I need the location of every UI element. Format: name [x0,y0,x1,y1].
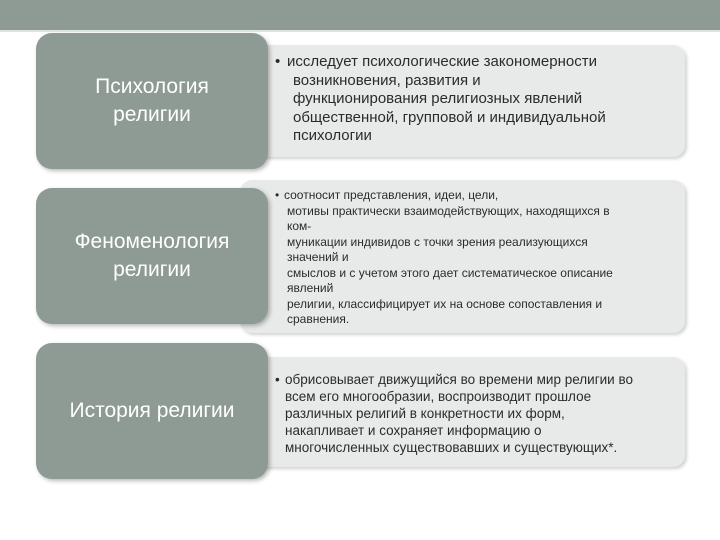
description-text [275,53,680,146]
top-band [0,0,720,30]
term-label-box [36,343,268,479]
term-label-box [36,33,268,169]
description-line: религии, классифицирует их на основе сопоставления и [287,296,603,311]
term-label: Психология религии [95,75,209,126]
description-line: накапливает и сохраняет информацию о [285,423,542,438]
description-line: всем его многообразии, воспроизводит прошлое [285,389,592,404]
description-line: многочисленных существовавших и существующих*. [285,440,618,455]
bullet-marker: • [275,53,281,70]
description-line: функционирования религиозных явлений [293,90,583,107]
bullet-marker: • [275,188,280,202]
term-label: Феноменология религии [74,230,230,281]
bullet-marker: • [275,372,280,387]
term-label-box [36,188,268,324]
description-text [275,371,680,456]
description-line: обрисовывает движущийся во времени мир религии во [285,372,633,387]
description-line: различных религий в конкретности их форм, [285,406,565,421]
description-line: смыслов и с учетом этого дает систематическое описание [287,265,613,280]
description-line: сравнения. [287,312,350,326]
description-line: мотивы практически взаимодействующих, находящихся в [287,203,610,218]
description-line: соотносит представления, идеи, цели, [284,188,499,202]
description-line: значений и [287,250,349,264]
description-line: исследует психологические закономерности [287,53,597,70]
description-text [275,188,680,328]
term-label: История религии [69,399,235,422]
description-line: ком- [287,219,312,233]
description-line: общественной, групповой и индивидуальной [293,108,606,126]
description-line: возникновения, развития и [293,71,481,89]
description-line: явлений [287,281,334,295]
description-line: психологии [293,127,372,144]
description-line: муникации индивидов с точки зрения реализующихся [287,234,588,249]
top-divider [0,30,720,32]
